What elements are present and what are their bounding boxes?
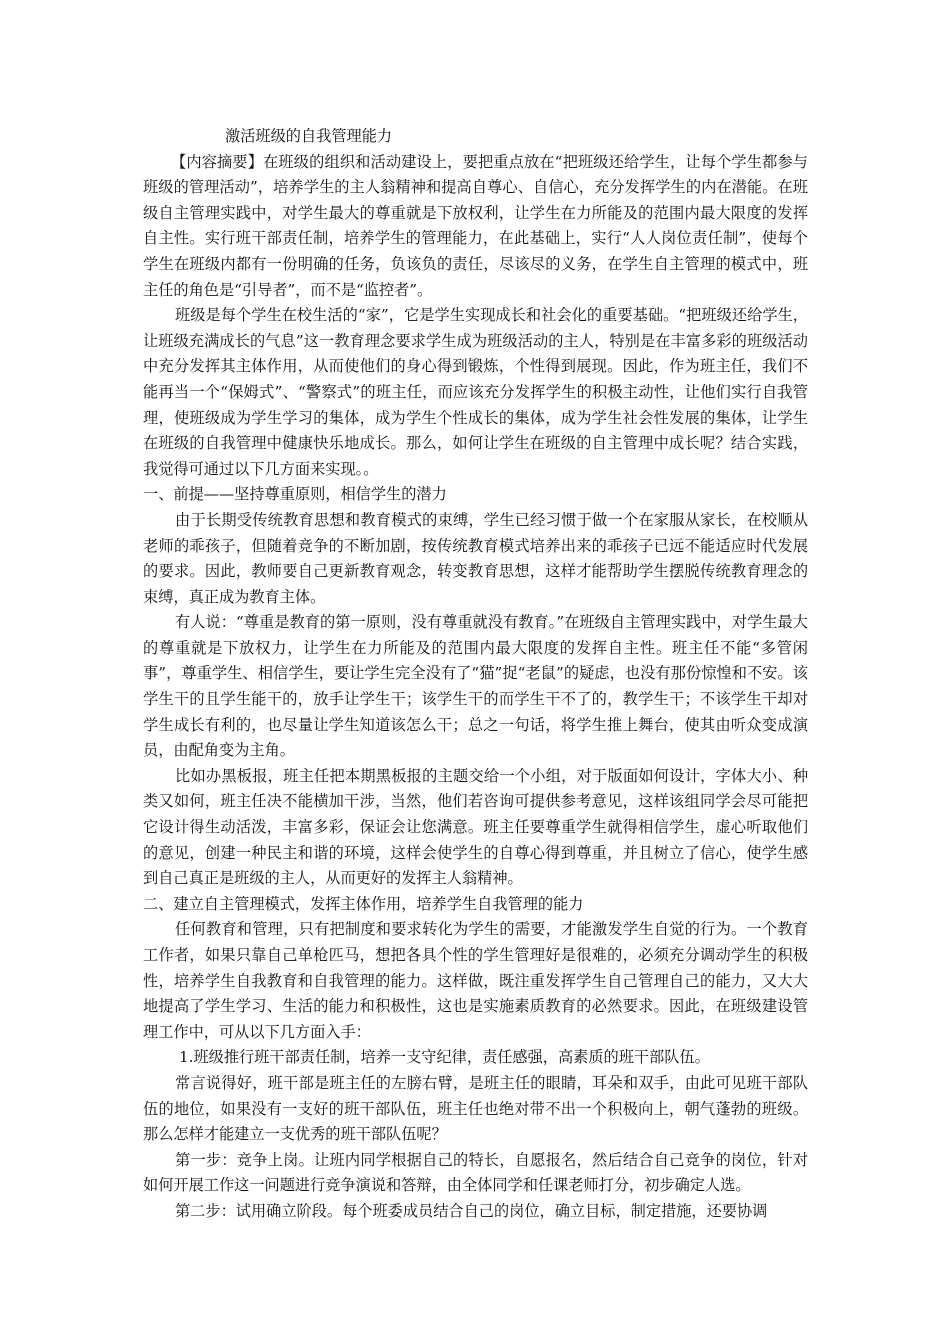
document-title: 激活班级的自我管理能力 (225, 127, 393, 145)
body-paragraph: 第二步：试用确立阶段。每个班委成员结合自己的岗位，确立目标，制定措施，还要协调 (175, 1201, 768, 1220)
section-heading: 一、前提——坚持尊重原则，相信学生的潜力 (143, 485, 447, 504)
body-paragraph: 由于长期受传统教育思想和教育模式的束缚，学生已经习惯于做一个在家服从家长，在校顺从老师的乖孩子，但随着竞争的不断加剧，按传统教育模式培养出来的乖孩子已远不能适应时代发展的要求。因此，教师要自己更新教育观念，转变教育思想，这样才能帮助学生摆脱传统教育理念的束缚，真正成为教育主体。 (143, 510, 808, 606)
section-heading: 二、建立自主管理模式，发挥主体作用，培养学生自我管理的能力 (143, 894, 584, 913)
document-body (143, 124, 808, 1225)
body-paragraph: 有人说：“尊重是教育的第一原则，没有尊重就没有教育。”在班级自主管理实践中，对学生最大的尊重就是下放权力，让学生在力所能及的范围内最大限度的发挥自主性。班主任不能“多管闲事”，尊重学生、相信学生，要让学生完全没有了“猫”捉“老鼠”的疑虑，也没有那份惊惶和不安。该学生干的且学生能干的，放手让学生干；该学生干的而学生干不了的，教学生干；不该学生干却对学生成长有利的，也尽量让学生知道该怎么干；总之一句话，将学生推上舞台，使其由听众变成演员，由配角变为主角。 (143, 613, 808, 760)
body-paragraph: 班级是每个学生在校生活的“家”，它是学生实现成长和社会化的重要基础。“把班级还给学生，让班级充满成长的气息”这一教育理念要求学生成为班级活动的主人，特别是在丰富多彩的班级活动中充分发挥其主体作用，从而使他们的身心得到锻炼，个性得到展现。因此，作为班主任，我们不能再当一个“保姆式”、“警察式”的班主任，而应该充分发挥学生的积极主动性，让他们实行自我管理，使班级成为学生学习的集体，成为学生个性成长的集体，成为学生社会性发展的集体，让学生在班级的自我管理中健康快乐地成长。那么，如何让学生在班级的自主管理中成长呢？结合实践，我觉得可通过以下几方面来实现。。 (143, 306, 808, 478)
body-paragraph: 第一步：竞争上岗。让班内同学根据自己的特长，自愿报名，然后结合自己竞争的岗位，针对如何开展工作这一问题进行竞争演说和答辩，由全体同学和任课老师打分，初步确定人选。 (143, 1150, 808, 1195)
body-paragraph: 常言说得好，班干部是班主任的左膀右臂，是班主任的眼睛，耳朵和双手，由此可见班干部队伍的地位，如果没有一支好的班干部队伍，班主任也绝对带不出一个积极向上，朝气蓬勃的班级。那么怎样才能建立一支优秀的班干部队伍呢？ (143, 1073, 808, 1144)
body-paragraph: 任何教育和管理，只有把制度和要求转化为学生的需要，才能激发学生自觉的行为。一个教育工作者，如果只靠自己单枪匹马，想把各具个性的学生管理好是很难的，必须充分调动学生的积极性，培养学生自我教育和自我管理的能力。这样做，既注重发挥学生自己管理自己的能力，又大大地提高了学生学习、生活的能力和积极性，这也是实施素质教育的必然要求。因此，在班级建设管理工作中，可从以下几方面入手： (143, 920, 808, 1041)
numbered-item: 1.班级推行班干部责任制，培养一支守纪律，责任感强，高素质的班干部队伍。 (179, 1048, 710, 1067)
body-paragraph: 比如办黑板报，班主任把本期黑板报的主题交给一个小组，对于版面如何设计，字体大小、种类又如何，班主任决不能横加干涉，当然，他们若咨询可提供参考意见，这样该组同学会尽可能把它设计得生动活泼，丰富多彩，保证会让您满意。班主任要尊重学生就得相信学生，虚心听取他们的意见，创建一种民主和谐的环境，这样会使学生的自尊心得到尊重，并且树立了信心，使学生感到自己真正是班级的主人，从而更好的发挥主人翁精神。 (143, 766, 808, 888)
summary-paragraph: 【内容摘要】在班级的组织和活动建设上，要把重点放在“把班级还给学生，让每个学生都参与班级的管理活动”，培养学生的主人翁精神和提高自尊心、自信心，充分发挥学生的内在潜能。在班级自主管理实践中，对学生最大的尊重就是下放权利，让学生在力所能及的范围内最大限度的发挥自主性。实行班干部责任制，培养学生的管理能力，在此基础上，实行“人人岗位责任制”，使每个学生在班级内都有一份明确的任务，负该负的责任，尽该尽的义务，在学生自主管理的模式中，班主任的角色是“引导者”，而不是“监控者”。 (143, 152, 808, 299)
